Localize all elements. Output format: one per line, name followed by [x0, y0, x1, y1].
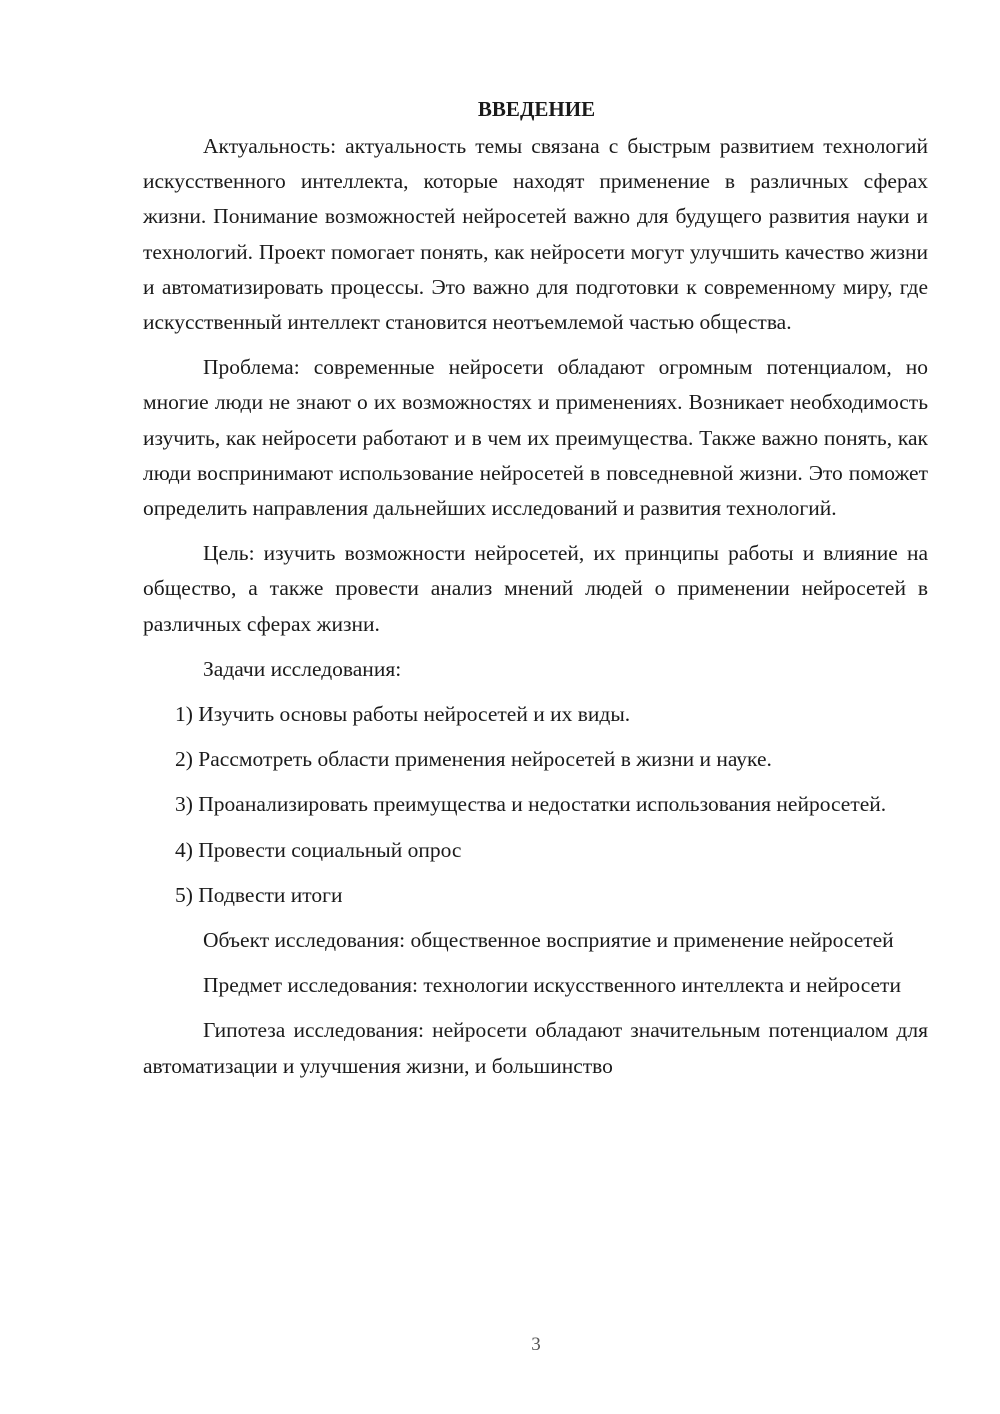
page-number: 3 — [531, 1334, 541, 1355]
tasks-heading: Задачи исследования: — [203, 656, 402, 681]
task-item-5: 5) Подвести итоги — [175, 882, 343, 907]
task-item-4: 4) Провести социальный опрос — [175, 837, 462, 862]
paragraph-hypothesis: Гипотеза исследования: нейросети обладают значительным потенциалом для автоматизации и улучшения жизни, и большинство — [143, 1018, 928, 1078]
paragraph-object: Объект исследования: общественное восприятие и применение нейросетей — [203, 928, 894, 953]
document-page — [143, 92, 928, 1094]
task-item-3: 3) Проанализировать преимущества и недостатки использования нейросетей. — [175, 792, 887, 817]
paragraph-relevance: Актуальность: актуальность темы связана с быстрым развитием технологий искусственного интеллекта, которые находят применение в различных сферах жизни. Понимание возможностей нейросетей важно для будущего развития науки и технологий. Проект помогает понять, как нейросети могут улучшить качество жизни и автоматизировать процессы. Это важно для подготовки к современному миру, где искусственный интеллект становится неотъемлемой частью общества. — [143, 134, 928, 335]
task-item-1: 1) Изучить основы работы нейросетей и их виды. — [175, 702, 631, 727]
document-title: ВВЕДЕНИЕ — [477, 97, 596, 121]
paragraph-subject: Предмет исследования: технологии искусственного интеллекта и нейросети — [203, 973, 901, 998]
task-item-2: 2) Рассмотреть области применения нейросетей в жизни и науке. — [175, 747, 772, 772]
paragraph-problem: Проблема: современные нейросети обладают огромным потенциалом, но многие люди не знают о их возможностях и применениях. Возникает необходимость изучить, как нейросети работают и в чем их преимущества. Также важно понять, как люди воспринимают использование нейросетей в повседневной жизни. Это поможет определить направления дальнейших исследований и развития технологий. — [143, 355, 928, 521]
paragraph-goal: Цель: изучить возможности нейросетей, их принципы работы и влияние на общество, а также провести анализ мнений людей о применении нейросетей в различных сферах жизни. — [143, 541, 928, 636]
